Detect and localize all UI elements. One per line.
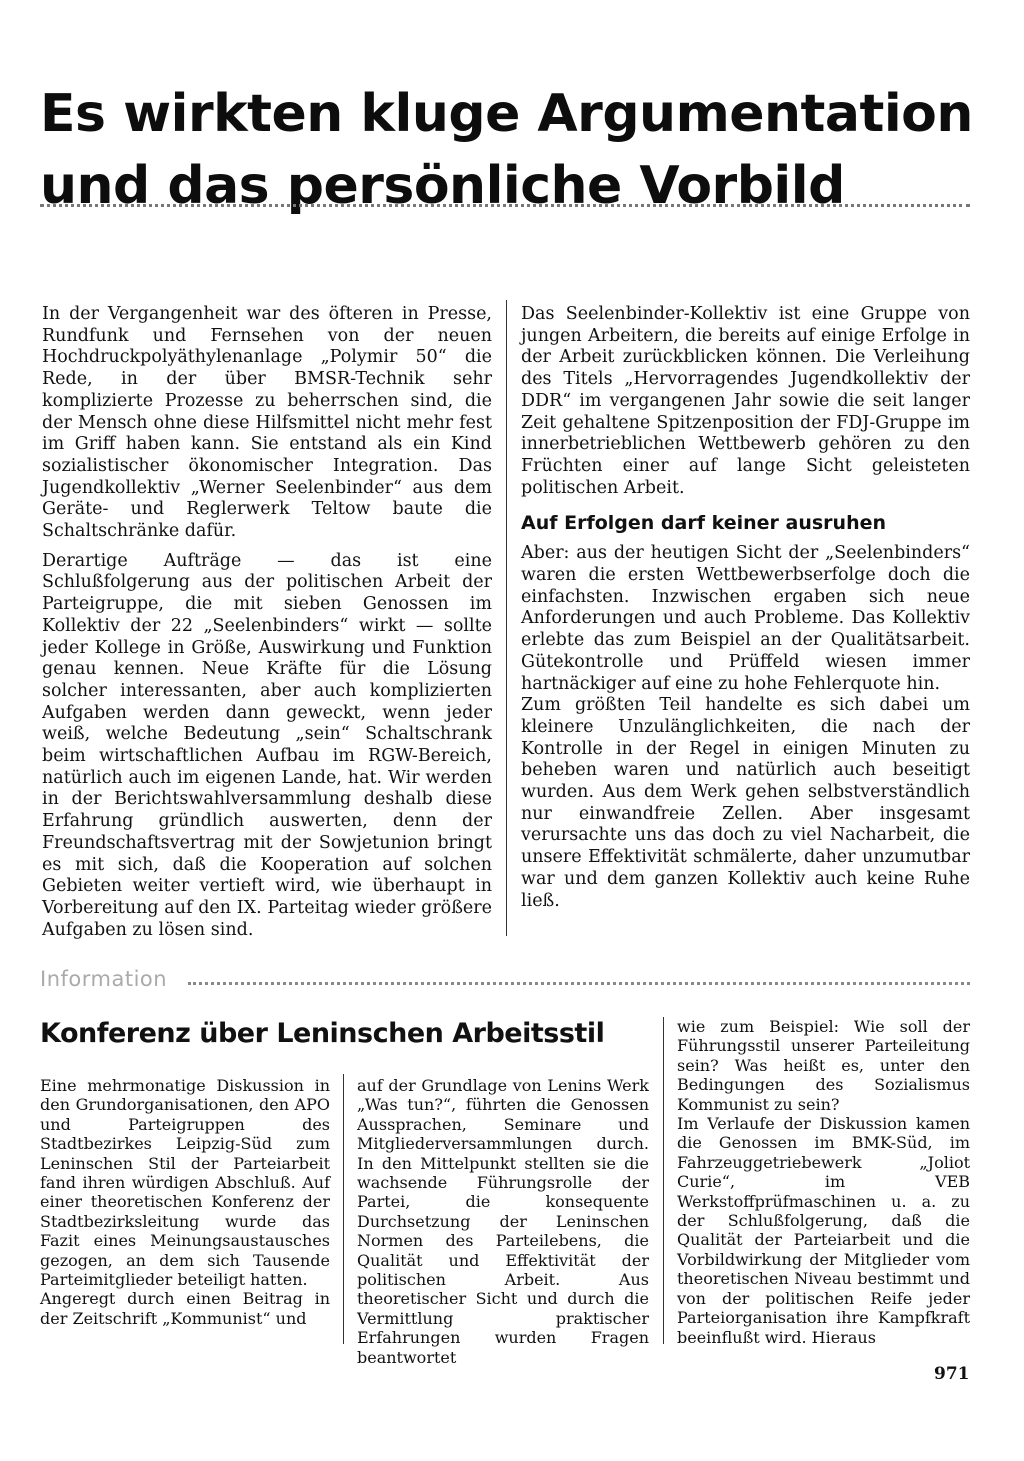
page-number: 971	[934, 1364, 970, 1384]
paragraph: In der Vergangenheit war des öfteren in Presse, Rundfunk und Fernsehen von der neuen Hochdruckpolyäthylenanlage „Polymir 50“ die Rede, in der über BMSR-Technik sehr komplizierte Prozesse zu beherrschen sind, die der Mensch ohne diese Hilfsmittel nicht mehr fest im Griff haben kann. Sie entstand als ein Kind sozialistischer ökonomischer Integration. Das Jugendkollektiv „Werner Seelenbinder“ aus dem Geräte- und Reglerwerk Teltow baute die Schaltschränke dafür.	[42, 304, 492, 542]
article-right-column	[521, 304, 970, 912]
paragraph: Angeregt durch einen Beitrag in der Zeitschrift „Kommunist“ und	[40, 1289, 330, 1328]
article-subheading: Auf Erfolgen darf keiner ausruhen	[521, 512, 887, 535]
section-divider	[188, 982, 970, 985]
article2-headline: Konferenz über Leninschen Arbeitsstil	[40, 1018, 605, 1049]
paragraph: Das Seelenbinder-Kollektiv ist eine Gruppe von jungen Arbeitern, die bereits auf einige Erfolge in der Arbeit zurückblicken können. Die Verleihung des Titels „Hervorragendes Jugendkollektiv der DDR“ im vergangenen Jahr sowie die seit langer Zeit gehaltene Spitzenposition der FDJ-Gruppe im innerbetrieblichen Wettbewerb gehören zu den Früchten einer auf lange Sicht geleisteten politischen Arbeit.	[521, 304, 970, 498]
paragraph: wie zum Beispiel: Wie soll der Führungsstil unserer Parteileitung sein? Was heißt es, unter den Bedingungen des Sozialismus Kommunist zu sein?	[677, 1017, 970, 1114]
paragraph: Aber: aus der heutigen Sicht der „Seelenbinders“ waren die ersten Wettbewerbserfolge doch die einfachsten. Inzwischen ergaben sich neue Anforderungen und auch Probleme. Das Kollektiv erlebte das zum Beispiel an der Qualitätsarbeit. Gütekontrolle und Prüffeld wiesen immer hartnäckiger auf eine zu hohe Fehlerquote hin.	[521, 543, 970, 694]
column-divider	[343, 1074, 344, 1344]
page-headline: Es wirkten kluge Argumentation und das persönliche Vorbild	[40, 84, 973, 216]
article2-column-3	[677, 1017, 970, 1347]
article2-column-2	[357, 1076, 649, 1367]
paragraph: Zum größten Teil handelte es sich dabei um kleinere Unzulänglichkeiten, die nach der Kontrolle in der Regel in einigen Minuten zu beheben waren und natürlich auch beseitigt wurden. Aus dem Werk gehen selbstverständlich nur einwandfreie Zellen. Aber insgesamt verursachte uns das doch zu viel Nacharbeit, die unsere Effektivität schmälerte, daher unzumutbar war und dem ganzen Kollektiv auch keine Ruhe ließ.	[521, 695, 970, 911]
section-label-information: Information	[40, 967, 168, 991]
paragraph: Derartige Aufträge — das ist eine Schlußfolgerung aus der politischen Arbeit der Parteigruppe, die mit sieben Genossen im Kollektiv der 22 „Seelenbinders“ wirkt — sollte jeder Kollege in Größe, Auswirkung und Funktion genau kennen. Neue Kräfte für die Lösung solcher interessanten, aber auch komplizierten Aufgaben werden dann geweckt, wenn jeder weiß, welche Bedeutung „sein“ Schaltschrank beim wirtschaftlichen Aufbau im RGW-Bereich, natürlich auch im eigenen Lande, hat. Wir werden in der Berichtswahlversammlung deshalb diese Erfahrung gründlich auswerten, denn der Freundschaftsvertrag mit der Sowjetunion bringt es mit sich, daß die Kooperation auf solchen Gebieten weiter vertieft wird, wie überhaupt in Vorbereitung auf den IX. Parteitag wieder größere Aufgaben zu lösen sind.	[42, 550, 492, 940]
article-left-column	[42, 304, 492, 941]
headline-divider	[40, 204, 970, 207]
paragraph: auf der Grundlage von Lenins Werk „Was tun?“, führten die Genossen Aussprachen, Seminare und Mitgliederversammlungen durch. In den Mittelpunkt stellten sie die wachsende Führungsrolle der Partei, die konsequente Durchsetzung der Leninschen Normen des Parteilebens, die Qualität und Effektivität der politischen Arbeit. Aus theoretischer Sicht und durch die Vermittlung praktischer Erfahrungen wurden Fragen beantwortet	[357, 1076, 649, 1367]
article2-column-1	[40, 1076, 330, 1328]
paragraph: Im Verlaufe der Diskussion kamen die Genossen im BMK-Süd, im Fahrzeuggetriebewerk „Joliot Curie“, im VEB Werkstoffprüfmaschinen u. a. zu der Schlußfolgerung, daß die Qualität der Parteiarbeit und die Vorbildwirkung der Mitglieder vom theoretischen Niveau bestimmt und von der politischen Reife jeder Parteiorganisation ihre Kampfkraft beeinflußt wird. Hieraus	[677, 1114, 970, 1347]
column-divider	[506, 300, 507, 936]
paragraph: Eine mehrmonatige Diskussion in den Grundorganisationen, den APO und Parteigruppen des Stadtbezirkes Leipzig-Süd zum Leninschen Stil der Parteiarbeit fand ihren würdigen Abschluß. Auf einer theoretischen Konferenz der Stadtbezirksleitung wurde das Fazit eines Meinungsaustausches gezogen, an dem sich Tausende Parteimitglieder beteiligt hatten.	[40, 1076, 330, 1290]
column-divider	[663, 1017, 664, 1344]
